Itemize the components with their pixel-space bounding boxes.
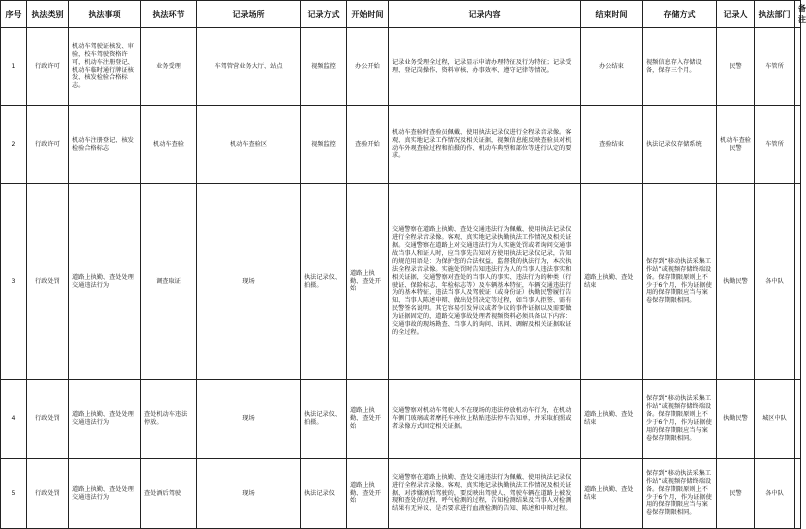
cell-recorder: 民警 <box>717 28 755 106</box>
cell-storage: 视频信息存入存储设备，保存三个月。 <box>643 28 717 106</box>
cell-dept: 各中队 <box>755 459 795 529</box>
cell-storage: 保存到“移动执法采集工作站”或视频存储终端设备。保存期限原则上不少于6个月，作为证据使用的保存期限应当与案卷保存期限相同。 <box>643 380 717 459</box>
cell-recorder: 民警 <box>717 459 755 529</box>
cell-num: 2 <box>1 106 27 184</box>
cell-place: 现场 <box>197 459 301 529</box>
cell-place: 车驾管营业务大厅、站点 <box>197 28 301 106</box>
cell-method: 执法记录仪、拍摄。 <box>301 184 347 380</box>
cell-num: 5 <box>1 459 27 529</box>
header-method: 记录方式 <box>301 1 347 28</box>
cell-place: 机动车查验区 <box>197 106 301 184</box>
cell-note <box>795 184 801 380</box>
cell-stage: 查处酒后驾驶 <box>141 459 197 529</box>
cell-place: 现场 <box>197 380 301 459</box>
header-num: 序号 <box>1 1 27 28</box>
cell-item: 道路上执勤、查处处理交通违法行为 <box>69 459 141 529</box>
cell-start: 道路上执勤、查处开始 <box>347 380 389 459</box>
table-row <box>1 106 801 184</box>
cell-num: 3 <box>1 184 27 380</box>
header-end: 结束时间 <box>581 1 643 28</box>
cell-content: 记录业务受理全过程，记录显示申请办理特征及行为特征；记录受理、登记岗操作、资料审核、办事效率、遵守记律等情况。 <box>389 28 581 106</box>
cell-dept: 城区中队 <box>755 380 795 459</box>
cell-category: 行政处罚 <box>27 184 69 380</box>
cell-item: 道路上执勤、查处处理交通违法行为 <box>69 184 141 380</box>
cell-stage: 调查取证 <box>141 184 197 380</box>
cell-start: 查验开始 <box>347 106 389 184</box>
header-category: 执法类别 <box>27 1 69 28</box>
cell-storage: 保存到“移动执法采集工作站”或视频存储终端设备。保存期限原则上不少于6个月，作为证据使用的保存期限应当与案卷保存期限相同。 <box>643 459 717 529</box>
cell-content: 交通警察对机动车驾驶人不在现场的违法停放机动车行为，在机动车侧门玻璃或者摩托车座位上粘贴违法停车告知单，并采取拍照或者录像方式固定相关证据。 <box>389 380 581 459</box>
cell-item: 道路上执勤、查处处理交通违法行为 <box>69 380 141 459</box>
cell-stage: 机动车查验 <box>141 106 197 184</box>
cell-content: 机动车查验时查验员佩戴、使用执法记录仪进行全程录音录像。客观、真实地记录工作情况及相关证据，视频信息能反映查验员对机动车外观查验过程和拍摄的作、机动车典型和部位等进行认定的要求。 <box>389 106 581 184</box>
header-recorder: 记录人 <box>717 1 755 28</box>
cell-method: 视频监控 <box>301 28 347 106</box>
cell-method: 视频监控 <box>301 106 347 184</box>
table-row <box>1 380 801 459</box>
cell-content: 交通警察在道路上执勤、查处交通违法行为佩戴、使用执法记录仪进行全程录音录像。客观、真实地记录执勤执法工作情况及相关证据，对涉嫌酒后驾驶的，要反映出驾驶人、驾驶车辆在道路上被发现和查处的过程、呼气检测的过程，告知检测结果及当事人对检测结果有无异议、是否要求进行血液检测的告知、陈述和申辩过程。 <box>389 459 581 529</box>
cell-stage: 查处机动车违法停放。 <box>141 380 197 459</box>
cell-place: 现场 <box>197 184 301 380</box>
cell-category: 行政许可 <box>27 28 69 106</box>
cell-end: 办公结束 <box>581 28 643 106</box>
cell-storage: 执法记录仪存储系统 <box>643 106 717 184</box>
cell-recorder: 执勤民警 <box>717 184 755 380</box>
cell-note <box>795 459 801 529</box>
cell-num: 4 <box>1 380 27 459</box>
cell-end: 查验结束 <box>581 106 643 184</box>
cell-dept: 车管所 <box>755 106 795 184</box>
header-note: 备注 <box>795 1 801 28</box>
cell-recorder: 执勤民警 <box>717 380 755 459</box>
header-item: 执法事项 <box>69 1 141 28</box>
cell-stage: 业务受理 <box>141 28 197 106</box>
cell-content: 交通警察在道路上执勤、查处交通违法行为佩戴、使用执法记录仪进行全程录音录像。客观、真实地记录执勤执法工作情况及相关证据。交通警察在道路上对交通违法行为人实施处罚或者询问交通事故当事人和证人时，应当事先告知对方使用执法记录仪记录，告知的规范用语是：为保护您的合法权益，监督我的执法行为，本次执法全程录音录像。实施处罚时告知违法行为人的当事人违法事实和相关证据，交通警察对查处的当事人的事实、违法行为的种类（行驶证、保险标志、年检标志等）及车辆基本特征，车辆交通违法行为的基本特征，违法当事人及驾驶证（或身份证）执勤民警履行告知、当事人陈述申辩、做出处罚决定等过程，如当事人拒签、需有民警签名说明。其它容易引发异议或者争议的事件证据以及需要做为证据固定的，道路交通事故处理者视频资料必须具备以下内容：交通事故的现场勘查、当事人的询问、讯问、调解及相关证据取证的全过程。 <box>389 184 581 380</box>
cell-end: 道路上执勤、查处结束 <box>581 380 643 459</box>
table-row <box>1 28 801 106</box>
cell-num: 1 <box>1 28 27 106</box>
header-content: 记录内容 <box>389 1 581 28</box>
cell-note <box>795 28 801 106</box>
cell-start: 办公开始 <box>347 28 389 106</box>
cell-note <box>795 380 801 459</box>
header-place: 记录场所 <box>197 1 301 28</box>
cell-start: 道路上执勤、查处开始 <box>347 459 389 529</box>
cell-end: 道路上执勤、查处结束 <box>581 184 643 380</box>
cell-start: 道路上执勤、查处开始 <box>347 184 389 380</box>
table-row <box>1 459 801 529</box>
cell-method: 执法记录仪 <box>301 459 347 529</box>
cell-dept: 车管所 <box>755 28 795 106</box>
cell-storage: 保存到“移动执法采集工作站”或视频存储终端设备。保存期限原则上不少于6个月，作为证据使用的保存期限应当与案卷保存期限相同。 <box>643 184 717 380</box>
cell-dept: 各中队 <box>755 184 795 380</box>
cell-note <box>795 106 801 184</box>
cell-category: 行政处罚 <box>27 380 69 459</box>
cell-category: 行政处罚 <box>27 459 69 529</box>
cell-method: 执法记录仪、拍摄。 <box>301 380 347 459</box>
header-stage: 执法环节 <box>141 1 197 28</box>
table-row <box>1 184 801 380</box>
header-start: 开始时间 <box>347 1 389 28</box>
header-row <box>1 1 801 28</box>
cell-recorder: 机动车查验民警 <box>717 106 755 184</box>
cell-item: 机动车驾驶证核发、审验，校车驾驶资格许可，机动车注册登记、机动车临时通行牌证核发、核发检验合格标志。 <box>69 28 141 106</box>
header-dept: 执法部门 <box>755 1 795 28</box>
header-storage: 存储方式 <box>643 1 717 28</box>
cell-category: 行政许可 <box>27 106 69 184</box>
cell-item: 机动车注册登记、核发检验合格标志 <box>69 106 141 184</box>
cell-end: 道路上执勤、查处结束 <box>581 459 643 529</box>
